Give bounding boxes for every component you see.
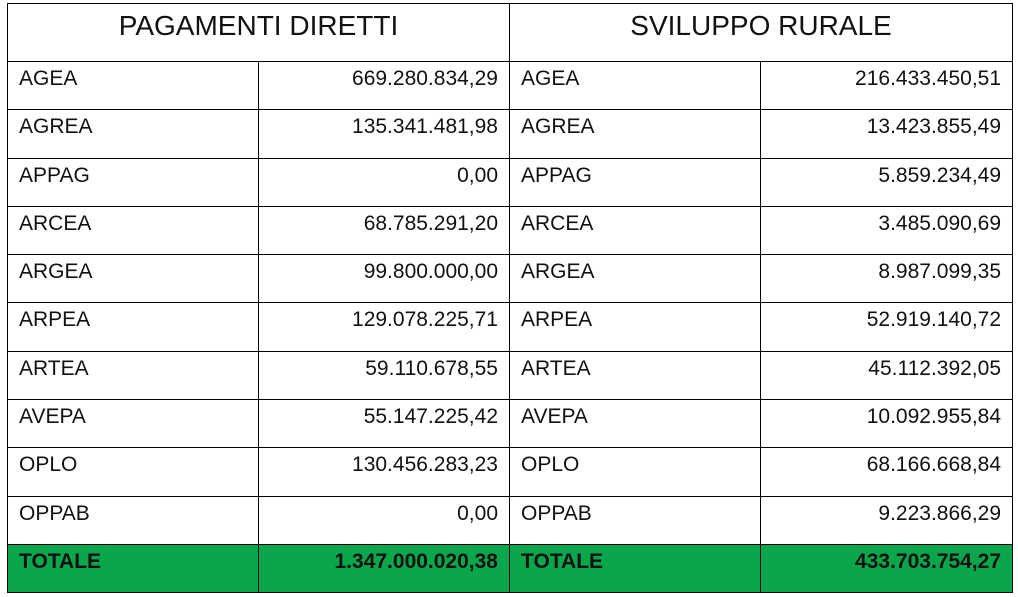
agency-name-left: OPPAB <box>8 496 259 544</box>
table-row <box>8 496 1013 544</box>
agency-name-left: APPAG <box>8 158 259 206</box>
table-row <box>8 255 1013 303</box>
agency-name-left: AGEA <box>8 62 259 110</box>
agency-name-left: AVEPA <box>8 400 259 448</box>
agency-name-right: OPLO <box>510 448 761 496</box>
payments-table <box>7 3 1013 593</box>
agency-name-right: ARTEA <box>510 351 761 399</box>
total-row <box>8 544 1013 592</box>
header-sviluppo-rurale: SVILUPPO RURALE <box>510 4 1013 62</box>
amount-left: 55.147.225,42 <box>259 400 510 448</box>
total-amount-left: 1.347.000.020,38 <box>259 544 510 592</box>
table-row <box>8 110 1013 158</box>
agency-name-right: ARCEA <box>510 206 761 254</box>
amount-left: 129.078.225,71 <box>259 303 510 351</box>
header-row <box>8 4 1013 62</box>
agency-name-right: OPPAB <box>510 496 761 544</box>
payments-table-container <box>7 3 1012 593</box>
amount-right: 45.112.392,05 <box>761 351 1013 399</box>
amount-right: 9.223.866,29 <box>761 496 1013 544</box>
amount-left: 0,00 <box>259 496 510 544</box>
amount-left: 135.341.481,98 <box>259 110 510 158</box>
table-row <box>8 62 1013 110</box>
agency-name-right: AGREA <box>510 110 761 158</box>
total-agency-name-left: TOTALE <box>8 544 259 592</box>
agency-name-right: APPAG <box>510 158 761 206</box>
table-row <box>8 351 1013 399</box>
agency-name-left: ARTEA <box>8 351 259 399</box>
amount-right: 68.166.668,84 <box>761 448 1013 496</box>
total-amount-right: 433.703.754,27 <box>761 544 1013 592</box>
amount-left: 669.280.834,29 <box>259 62 510 110</box>
table-row <box>8 158 1013 206</box>
amount-left: 68.785.291,20 <box>259 206 510 254</box>
amount-left: 99.800.000,00 <box>259 255 510 303</box>
header-pagamenti-diretti: PAGAMENTI DIRETTI <box>8 4 510 62</box>
amount-left: 59.110.678,55 <box>259 351 510 399</box>
agency-name-right: AVEPA <box>510 400 761 448</box>
agency-name-left: ARGEA <box>8 255 259 303</box>
amount-right: 13.423.855,49 <box>761 110 1013 158</box>
agency-name-left: ARPEA <box>8 303 259 351</box>
table-row <box>8 448 1013 496</box>
amount-left: 130.456.283,23 <box>259 448 510 496</box>
table-row <box>8 303 1013 351</box>
table-row <box>8 400 1013 448</box>
agency-name-right: ARPEA <box>510 303 761 351</box>
agency-name-right: ARGEA <box>510 255 761 303</box>
amount-right: 216.433.450,51 <box>761 62 1013 110</box>
agency-name-left: AGREA <box>8 110 259 158</box>
agency-name-right: AGEA <box>510 62 761 110</box>
agency-name-left: OPLO <box>8 448 259 496</box>
amount-right: 3.485.090,69 <box>761 206 1013 254</box>
amount-right: 10.092.955,84 <box>761 400 1013 448</box>
amount-right: 52.919.140,72 <box>761 303 1013 351</box>
amount-right: 5.859.234,49 <box>761 158 1013 206</box>
amount-left: 0,00 <box>259 158 510 206</box>
total-agency-name-right: TOTALE <box>510 544 761 592</box>
table-row <box>8 206 1013 254</box>
agency-name-left: ARCEA <box>8 206 259 254</box>
amount-right: 8.987.099,35 <box>761 255 1013 303</box>
table-body <box>8 62 1013 593</box>
